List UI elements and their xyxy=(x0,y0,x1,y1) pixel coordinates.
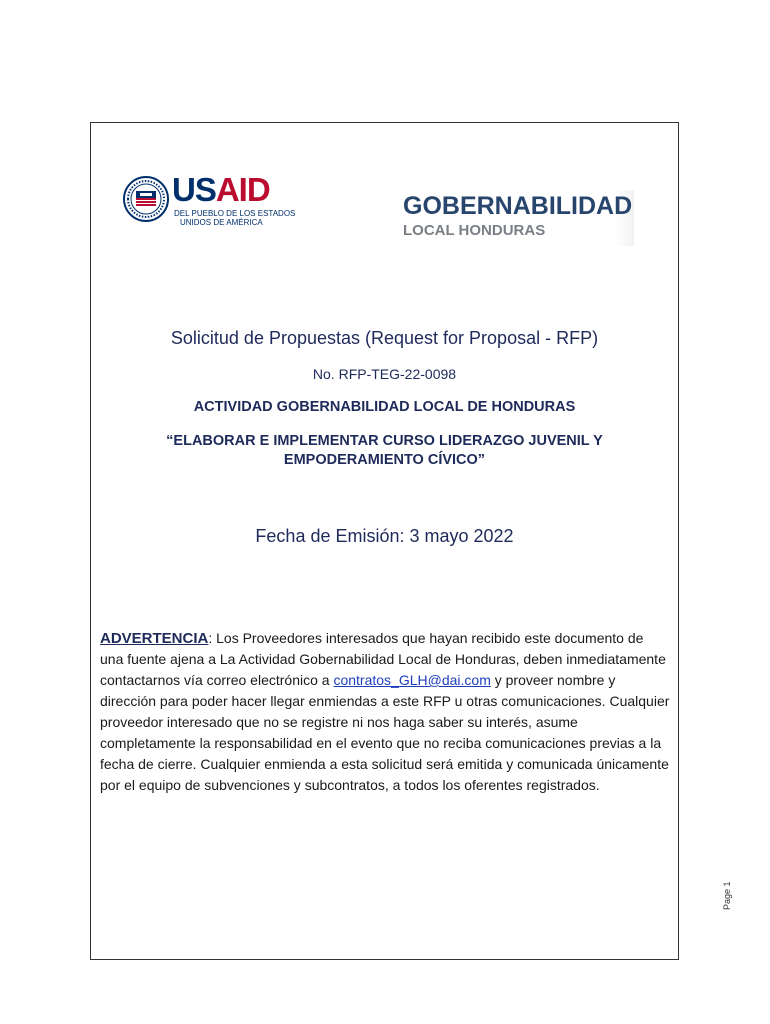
document-title: Solicitud de Propuestas (Request for Proposal - RFP) xyxy=(170,328,599,348)
project-title-line2: EMPODERAMIENTO CÍVICO” xyxy=(283,452,486,468)
issue-date: Fecha de Emisión: 3 mayo 2022 xyxy=(255,526,514,546)
usaid-subtitle: DEL PUEBLO DE LOS ESTADOS UNIDOS DE AMÉRICA xyxy=(174,209,296,227)
warning-text-1: : Los Proveedores interesados que hayan recibido este documento de una fuente ajena a La Actividad Gobernabilidad Local de Honduras, deben inmediatamente contactarnos vía correo electrónico a xyxy=(100,630,666,688)
project-title xyxy=(90,432,679,470)
rfp-number: No. RFP-TEG-22-0098 xyxy=(312,366,457,382)
warning-paragraph xyxy=(100,628,670,796)
gobernabilidad-logo xyxy=(398,190,634,246)
usaid-logo xyxy=(122,171,296,228)
gobernabilidad-logo-subtitle: LOCAL HONDURAS xyxy=(403,222,546,239)
usaid-wordmark: USAID xyxy=(172,171,270,208)
gobernabilidad-logo-title: GOBERNABILIDAD xyxy=(403,192,633,220)
usaid-seal-icon xyxy=(122,175,170,223)
warning-label: ADVERTENCIA xyxy=(100,630,209,647)
warning-text-2: y proveer nombre y dirección para poder hacer llegar enmiendas a este RFP u otras comunicaciones. Cualquier proveedor interesado que no se registre ni nos haga saber su interés, asume completamente la responsabilidad en el evento que no reciba comunicaciones previas a la fecha de cierre. Cualquier enmienda a esta solicitud será emitida y comunicada únicamente por el equipo de subvenciones y subcontratos, a todos los oferentes registrados. xyxy=(100,672,670,793)
project-title-line1: “ELABORAR E IMPLEMENTAR CURSO LIDERAZGO JUVENIL Y xyxy=(166,433,603,449)
activity-name: ACTIVIDAD GOBERNABILIDAD LOCAL DE HONDURAS xyxy=(193,399,576,415)
page-number: Page 1 xyxy=(722,881,732,910)
contact-email-link[interactable]: contratos_GLH@dai.com xyxy=(333,672,491,688)
